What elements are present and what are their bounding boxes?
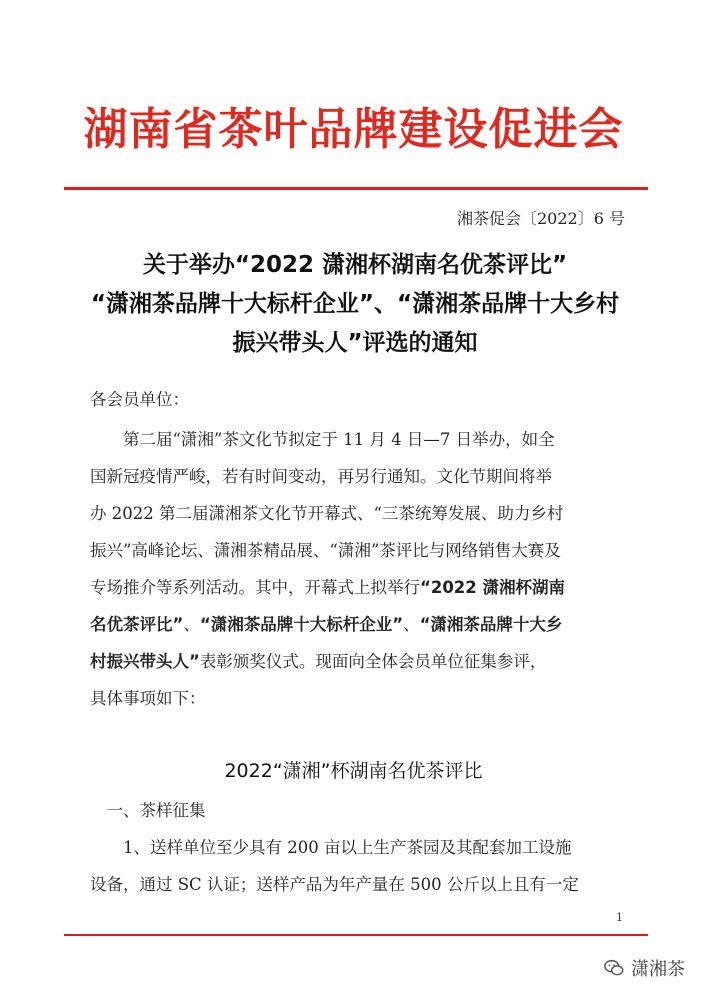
paragraph-line: 具体事项如下： [90, 689, 206, 708]
emphasis-text: 村振兴带头人” [90, 652, 200, 671]
paragraph-text: 、 [403, 615, 420, 634]
paragraph-line: 办 2022 第二届潇湘茶文化节开幕式、“三茶统筹发展、助力乡村 [90, 504, 564, 523]
paragraph-line: 第二届“潇湘”茶文化节拟定于 11 月 4 日—7 日举办，如全 [90, 430, 555, 449]
watermark [603, 955, 685, 981]
document-number: 湘茶促会〔2022〕6 号 [457, 209, 625, 228]
salutation: 各会员单位： [90, 390, 189, 409]
paragraph-line: 设备，通过 SC 认证；送样产品为年产量在 500 公斤以上且有一定 [90, 875, 579, 894]
org-title: 湖南省茶叶品牌建设促进会 [83, 104, 624, 155]
paragraph-line [90, 577, 650, 599]
page-number: 1 [616, 911, 623, 924]
paragraph-line [90, 651, 650, 673]
paragraph-text: 专场推介等系列活动。其中，开幕式上拟举行 [90, 578, 420, 597]
watermark-text: 潇湘茶 [631, 959, 685, 980]
section-heading: 一、茶样征集 [90, 801, 206, 820]
header-red-rule [64, 187, 648, 190]
notice-title-line-3: 振兴带头人”评选的通知 [232, 330, 478, 356]
notice-title-line-2: “潇湘茶品牌十大标杆企业”、“潇湘茶品牌十大乡村 [90, 291, 620, 317]
paragraph-line: 国新冠疫情严峻，若有时间变动，再另行通知。文化节期间将举 [90, 467, 552, 486]
paragraph-text: 、 [183, 615, 200, 634]
paragraph-line: 1、送样单位至少具有 200 亩以上生产茶园及其配套加工设施 [90, 838, 572, 857]
notice-title-line-1: 关于举办“2022 潇湘杯湖南名优茶评比” [142, 252, 568, 278]
paragraph-line: 振兴”高峰论坛、潇湘茶精品展、“潇湘”茶评比与网络销售大赛及 [90, 541, 561, 560]
emphasis-text: “潇湘茶品牌十大乡 [419, 615, 563, 634]
emphasis-text: “潇湘茶品牌十大标杆企业” [199, 615, 404, 634]
footer-red-rule [64, 934, 648, 936]
paragraph-line [90, 614, 650, 636]
wechat-icon [603, 957, 625, 979]
emphasis-text: 名优茶评比” [90, 615, 184, 634]
paragraph-text: 表彰颁奖仪式。现面向全体会员单位征集参评， [199, 652, 547, 671]
section-title: 2022“潇湘”杯湖南名优茶评比 [224, 760, 483, 782]
emphasis-text: “2022 潇湘杯湖南 [420, 578, 566, 597]
